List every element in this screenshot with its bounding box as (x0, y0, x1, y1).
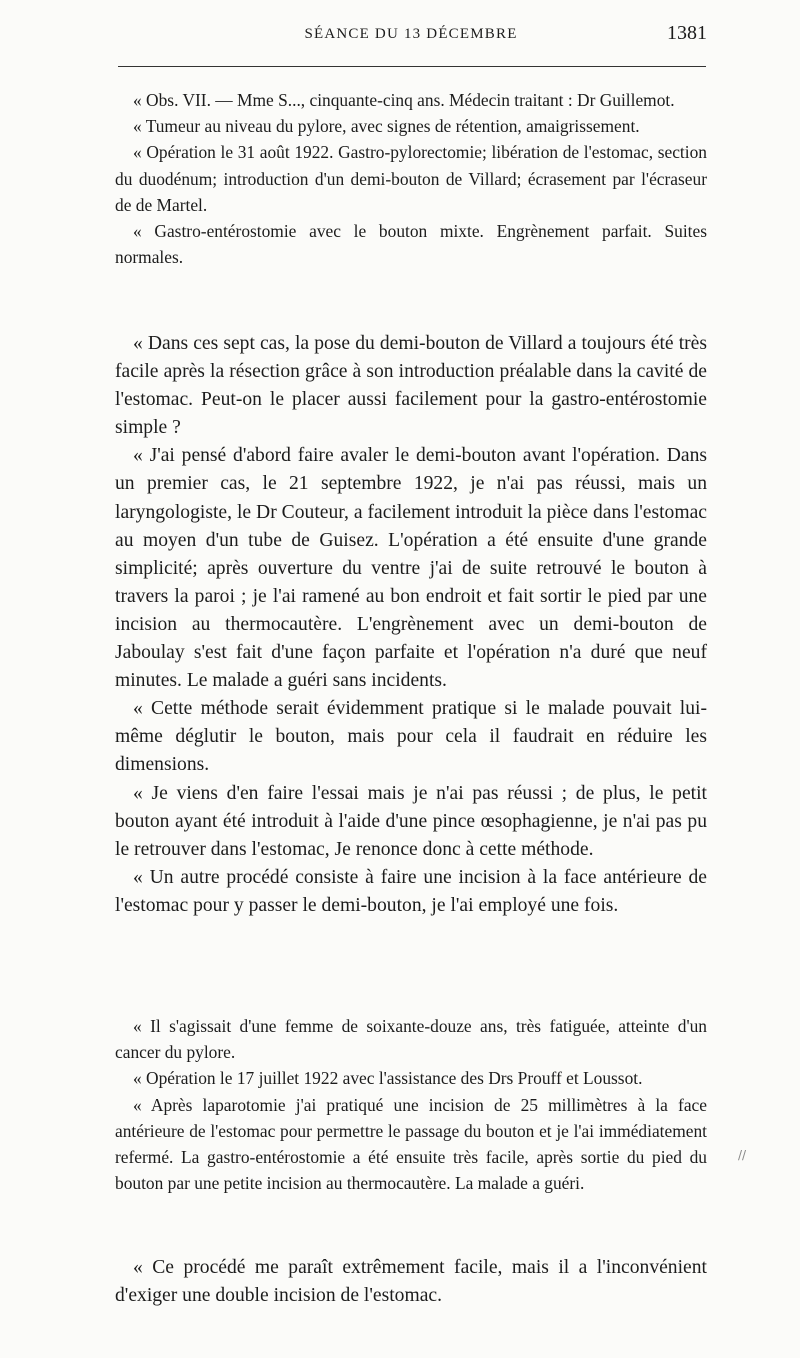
case-paragraph: « Après laparotomie j'ai pratiqué une incision de 25 millimètres à la face antérieure de l'estomac pour permettre le passage du bouton et je l'ai immédiatement refermé. La gastro-entérostomie a été ensuite très facile, après sortie du pied du bouton par une petite incision au thermocautère. La malade a guéri. (115, 1094, 707, 1194)
case-paragraph: « Opération le 17 juillet 1922 avec l'assistance des Drs Prouff et Loussot. (133, 1068, 643, 1089)
conclusion-paragraph: « Ce procédé me paraît extrêmement facile, mais il a l'inconvénient d'exiger une double incision de l'estomac. (115, 1257, 707, 1307)
discussion-paragraph: « Un autre procédé consiste à faire une incision à la face antérieure de l'estomac pour y passer le demi-bouton, je l'ai employé une fois. (115, 866, 707, 916)
discussion-paragraph: « Cette méthode serait évidemment pratique si le malade pouvait lui-même déglutir le bouton, mais pour cela il faudrait en réduire les dimensions. (115, 698, 707, 776)
observation-paragraph: « Tumeur au niveau du pylore, avec signes de rétention, amaigrissement. (133, 116, 640, 137)
page-number: 1381 (667, 22, 707, 44)
marginal-mark: // (738, 1148, 747, 1162)
page-header (115, 22, 707, 52)
discussion-block (115, 330, 707, 920)
header-rule (118, 66, 706, 67)
observation-paragraph: « Obs. VII. — Mme S..., cinquante-cinq ans. Médecin traitant : Dr Guillemot. (133, 90, 675, 110)
discussion-paragraph: « J'ai pensé d'abord faire avaler le demi-bouton avant l'opération. Dans un premier cas, le 21 septembre 1922, je n'ai pas réussi, mais un laryngologiste, le Dr Couteur, a facilement introduit la pièce dans l'estomac au moyen d'un tube de Guisez. L'opération a été ensuite d'une grande simplicité; après ouverture du ventre j'ai de suite retrouvé le bouton à travers la paroi ; je l'ai ramené au bon endroit et fait sortir le pied par une incision au thermocautère. L'engrènement avec un demi-bouton de Jaboulay s'est fait d'une façon parfaite et l'opération n'a duré que neuf minutes. Le malade a guéri sans incidents. (115, 445, 707, 692)
case-paragraph: « Il s'agissait d'une femme de soixante-douze ans, très fatiguée, atteinte d'un cancer du pylore. (115, 1016, 707, 1063)
discussion-paragraph: « Je viens d'en faire l'essai mais je n'ai pas réussi ; de plus, le petit bouton ayant été introduit à l'aide d'une pince œsophagienne, je n'ai pas pu le retrouver dans l'estomac, Je renonce donc à cette méthode. (115, 782, 707, 860)
running-title: SÉANCE DU 13 DÉCEMBRE (304, 26, 518, 42)
observation-paragraph: « Gastro-entérostomie avec le bouton mixte. Engrènement parfait. Suites normales. (115, 221, 707, 268)
case-block (115, 1013, 707, 1196)
observation-paragraph: « Opération le 31 août 1922. Gastro-pylorectomie; libération de l'estomac, section du duodénum; introduction d'un demi-bouton de Villard; écrasement par l'écraseur de de Martel. (115, 142, 707, 215)
observation-block (115, 87, 707, 270)
discussion-paragraph: « Dans ces sept cas, la pose du demi-bouton de Villard a toujours été très facile après la résection grâce à son introduction préalable dans la cavité de l'estomac. Peut-on le placer aussi facilement pour la gastro-entérostomie simple ? (115, 333, 707, 439)
conclusion-block (115, 1254, 707, 1310)
